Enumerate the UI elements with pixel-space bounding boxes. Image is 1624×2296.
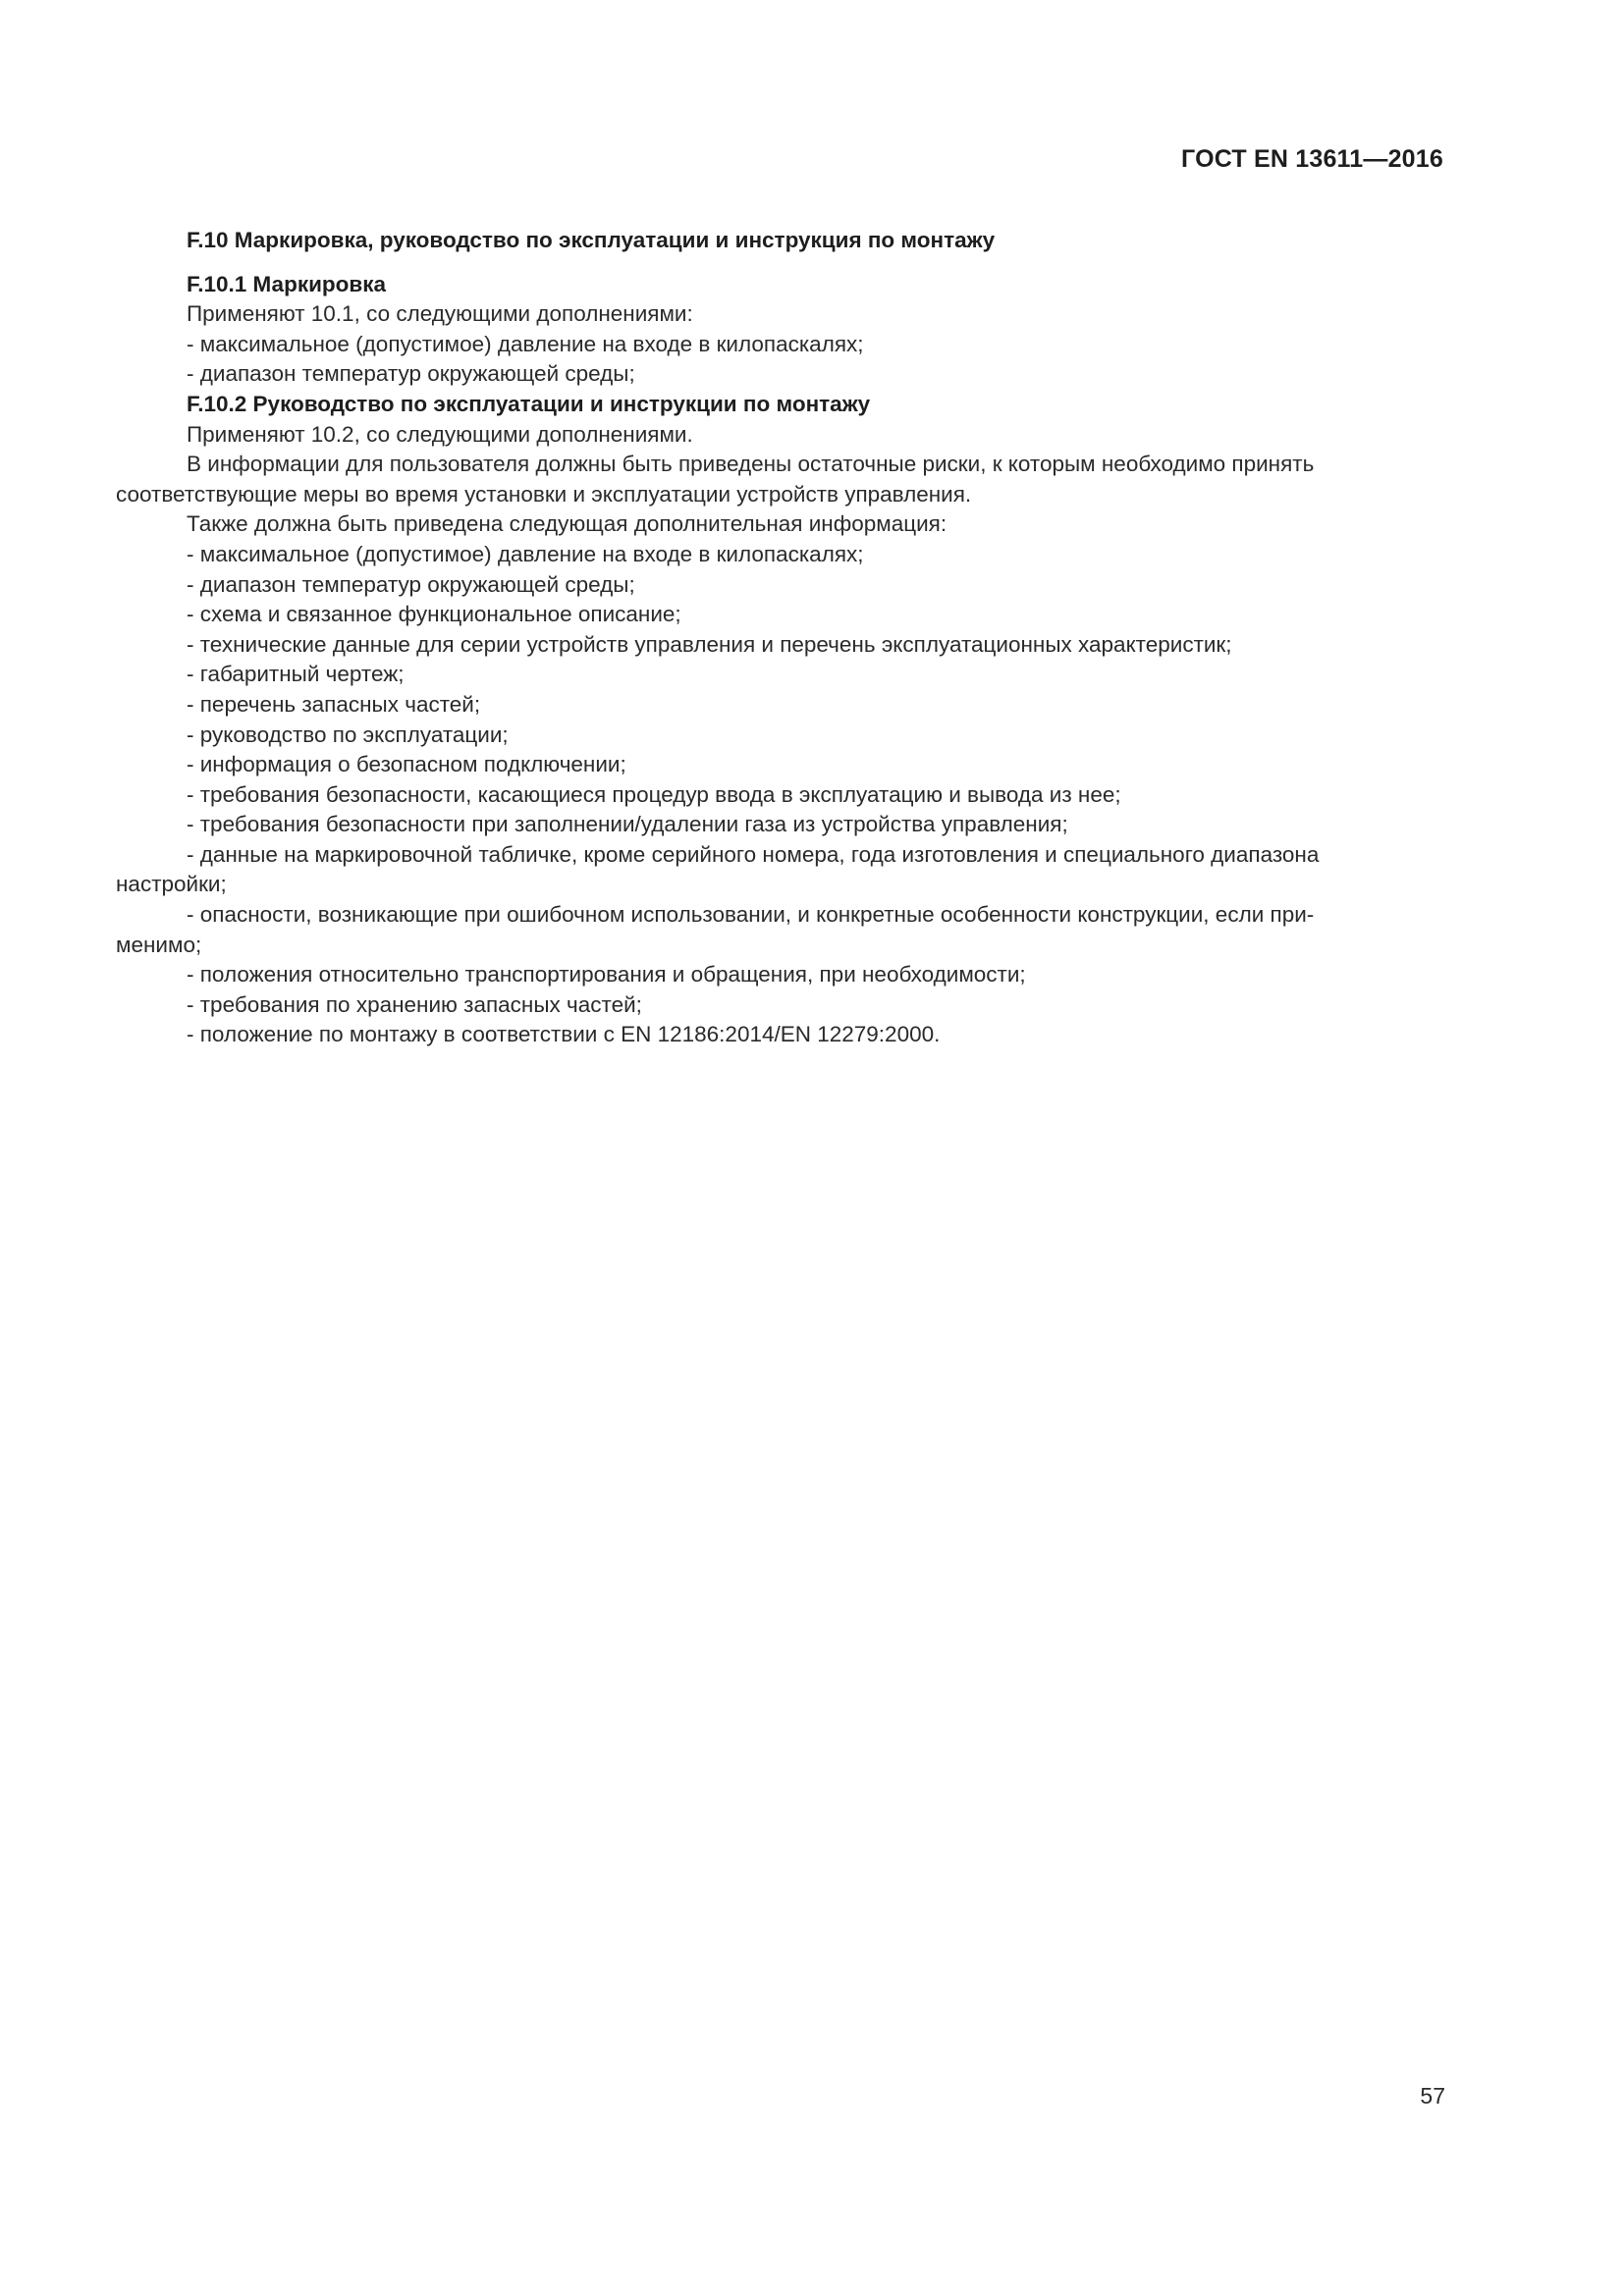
list-item: - схема и связанное функциональное описание; — [187, 602, 681, 627]
list-item: - руководство по эксплуатации; — [187, 721, 509, 747]
paragraph-line: Также должна быть приведена следующая дополнительная информация: — [187, 511, 947, 537]
list-item: - данные на маркировочной табличке, кроме серийного номера, года изготовления и специального диапазона — [187, 841, 1320, 867]
document-body — [116, 226, 1447, 1050]
list-item: - положения относительно транспортирования и обращения, при необходимости; — [187, 962, 1026, 988]
list-item: - технические данные для серии устройств управления и перечень эксплуатационных характеристик; — [187, 631, 1232, 657]
list-item: - требования по хранению запасных частей; — [187, 991, 642, 1017]
list-item-continuation: настройки; — [116, 872, 227, 897]
list-item: - информация о безопасном подключении; — [187, 752, 626, 777]
list-item-continuation: менимо; — [116, 932, 202, 957]
list-item: - максимальное (допустимое) давление на входе в килопаскалях; — [187, 541, 864, 566]
standard-code-header: ГОСТ EN 13611—2016 — [1181, 145, 1443, 173]
list-item: - диапазон температур окружающей среды; — [187, 571, 635, 597]
subsection-intro-manual: Применяют 10.2, со следующими дополнениями. — [187, 421, 693, 447]
subsection-title-manual: F.10.2 Руководство по эксплуатации и инструкции по монтажу — [187, 391, 871, 416]
list-item: - опасности, возникающие при ошибочном использовании, и конкретные особенности конструкции, если при- — [187, 902, 1315, 928]
subsection-title-marking: F.10.1 Маркировка — [187, 271, 387, 296]
list-item: - габаритный чертеж; — [187, 662, 405, 687]
subsection-intro-marking: Применяют 10.1, со следующими дополнениями: — [187, 301, 693, 327]
list-item: - диапазон температур окружающей среды; — [187, 361, 635, 387]
paragraph-line: В информации для пользователя должны быть приведены остаточные риски, к которым необходимо принять — [187, 452, 1315, 477]
list-item: - положение по монтажу в соответствии с EN 12186:2014/EN 12279:2000. — [187, 1022, 941, 1047]
paragraph-line: соответствующие меры во время установки и эксплуатации устройств управления. — [116, 481, 972, 507]
list-item: - максимальное (допустимое) давление на входе в килопаскалях; — [187, 331, 864, 356]
list-item: - перечень запасных частей; — [187, 691, 481, 717]
list-item: - требования безопасности при заполнении/удалении газа из устройства управления; — [187, 812, 1068, 837]
section-title: F.10 Маркировка, руководство по эксплуатации и инструкция по монтажу — [187, 228, 996, 252]
page-number: 57 — [1420, 2083, 1445, 2109]
list-item: - требования безопасности, касающиеся процедур ввода в эксплуатацию и вывода из нее; — [187, 781, 1121, 807]
